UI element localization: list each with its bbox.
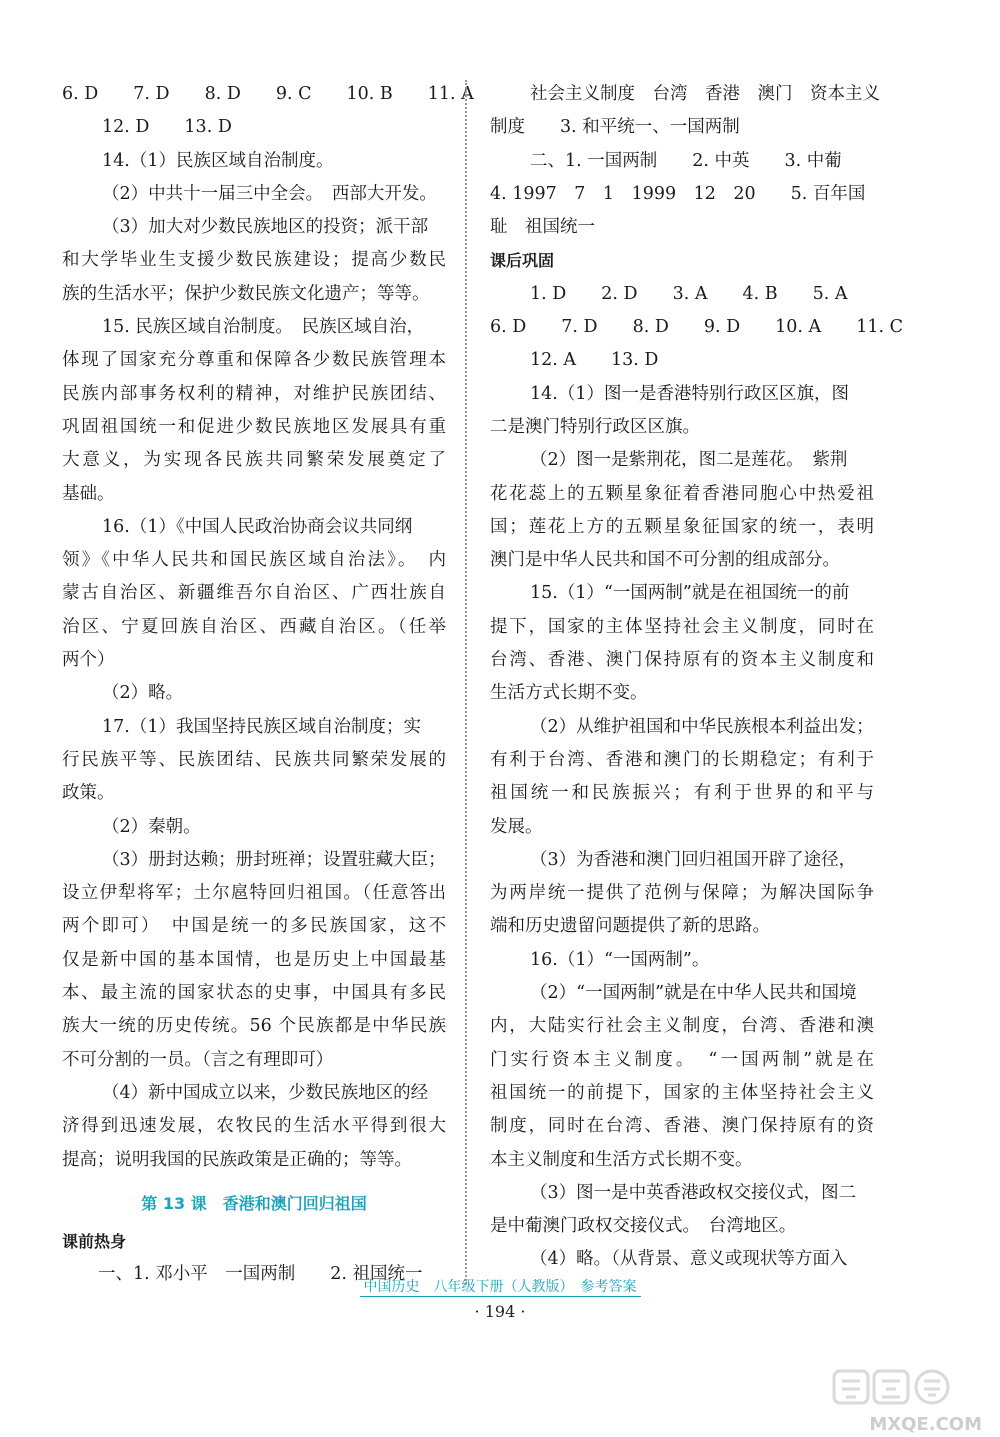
- answer-line: （4）新中国成立以来，少数民族地区的经: [102, 1082, 429, 1103]
- watermark-logo-mark: [832, 1367, 982, 1416]
- answer-line: 台湾、香港、澳门保持原有的资本主义制度和: [490, 650, 874, 671]
- answer-line: 祖国统一的前提下，国家的主体坚持社会主义: [490, 1082, 874, 1103]
- answer-line: 12. D 13. D: [102, 117, 232, 138]
- answer-line: 有利于台湾、香港和澳门的长期稳定；有利于: [490, 749, 874, 770]
- answer-line: （2）从维护祖国和中华民族根本利益出发；: [530, 716, 874, 737]
- column-divider: [465, 80, 467, 1285]
- footer-book-info-text: 中国历史 八年级下册（人教版） 参考答案: [360, 1279, 641, 1297]
- page-number: · 194 ·: [474, 1302, 526, 1321]
- answer-line: 基础。: [62, 483, 115, 504]
- answer-line: 大意义，为实现各民族共同繁荣发展奠定了: [62, 450, 446, 471]
- answer-line: （2）图一是紫荆花，图二是莲花。 紫荆: [530, 450, 848, 471]
- right-column: [490, 78, 903, 1277]
- answer-line: 体现了国家充分尊重和保障各少数民族管理本: [62, 350, 446, 371]
- answer-line: 16.（1）《中国人民政治协商会议共同纲: [102, 516, 413, 537]
- answer-line: （2）“一国两制”就是在中华人民共和国境: [530, 983, 857, 1004]
- left-column: [62, 78, 474, 1291]
- section-heading: 课前热身: [62, 1231, 127, 1251]
- answer-line: 民族内部事务权利的精神，对维护民族团结、: [62, 383, 446, 404]
- answer-line: 行民族平等、民族团结、民族共同繁荣发展的: [62, 749, 446, 770]
- answer-line: 政策。: [62, 783, 115, 804]
- answer-line: 不可分割的一员。（言之有理即可）: [62, 1049, 334, 1070]
- answer-line: 17.（1）我国坚持民族区域自治制度；实: [102, 716, 421, 737]
- answer-line: 和大学毕业生支援少数民族建设；提高少数民: [62, 250, 446, 271]
- answer-line: 16.（1）“一国两制”。: [530, 949, 710, 970]
- answer-line: 济得到迅速发展，农牧民的生活水平得到很大: [62, 1116, 446, 1137]
- answer-line: 治区、宁夏回族自治区、西藏自治区。（任举: [62, 616, 446, 637]
- answer-line: 14.（1）民族区域自治制度。: [102, 150, 334, 171]
- answer-line: 蒙古自治区、新疆维吾尔自治区、广西壮族自: [62, 583, 446, 604]
- footer-book-info: [0, 1276, 1000, 1296]
- answer-line: 两个即可） 中国是统一的多民族国家，这不: [62, 916, 446, 937]
- answer-line: 4. 1997 7 1 1999 12 20 5. 百年国: [490, 183, 866, 204]
- answer-line: 内，大陆实行社会主义制度，台湾、香港和澳: [490, 1016, 874, 1037]
- lesson-title: 第 13 课 香港和澳门回归祖国: [141, 1193, 367, 1213]
- answer-line: 澳门是中华人民共和国不可分割的组成部分。: [490, 550, 840, 571]
- answer-line: 仅是新中国的基本国情，也是历史上中国最基: [62, 949, 446, 970]
- answer-line: （3）为香港和澳门回归祖国开辟了途径，: [530, 849, 857, 870]
- answer-line: 两个）: [62, 650, 115, 671]
- answer-line: 制度，同时在台湾、香港、澳门保持原有的资: [490, 1116, 874, 1137]
- answer-line: 领》《中华人民共和国民族区域自治法》。 内: [62, 550, 446, 571]
- answer-line: （2）中共十一届三中全会。 西部大开发。: [102, 183, 437, 204]
- answer-line: 族大一统的历史传统。56 个民族都是中华民族: [62, 1016, 446, 1037]
- answer-line: 二、1. 一国两制 2. 中英 3. 中葡: [530, 150, 842, 171]
- answer-line: 制度 3. 和平统一、一国两制: [490, 117, 740, 138]
- watermark-url: MXQE.COM: [869, 1414, 982, 1435]
- answer-line: 生活方式长期不变。: [490, 683, 648, 704]
- answer-line: 1. D 2. D 3. A 4. B 5. A: [530, 283, 848, 304]
- answer-line: 提下，国家的主体坚持社会主义制度，同时在: [490, 616, 874, 637]
- answer-line: 本、最主流的国家状态的史事，中国具有多民: [62, 983, 446, 1004]
- answer-line: 社会主义制度 台湾 香港 澳门 资本主义: [530, 84, 880, 104]
- answer-line: （4）略。（从背景、意义或现状等方面入: [530, 1249, 848, 1270]
- answer-line: 巩固祖国统一和促进少数民族地区发展具有重: [62, 416, 446, 437]
- answer-line: （2）略。: [102, 683, 184, 704]
- answer-line: 一、1. 邓小平 一国两制 2. 祖国统一: [98, 1264, 423, 1285]
- answer-line: 族的生活水平；保护少数民族文化遗产；等等。: [62, 283, 430, 304]
- answer-line: 6. D 7. D 8. D 9. D 10. A 11. C: [490, 317, 903, 338]
- answer-line: 设立伊犁将军；土尔扈特回归祖国。（任意答出: [62, 883, 446, 904]
- answer-line: 祖国统一和民族振兴；有利于世界的和平与: [490, 783, 874, 804]
- section-heading: 课后巩固: [490, 251, 555, 271]
- answer-line: 发展。: [490, 816, 543, 837]
- answer-line: 是中葡澳门政权交接仪式。 台湾地区。: [490, 1216, 797, 1237]
- answer-line: 二是澳门特别行政区区旗。: [490, 416, 700, 437]
- watermark-logo: [832, 1367, 982, 1435]
- answer-line: 12. A 13. D: [530, 350, 659, 371]
- answer-line: 门实行资本主义制度。 “一国两制”就是在: [490, 1049, 874, 1070]
- answer-line: （2）秦朝。: [102, 816, 201, 837]
- answer-line: （3）加大对少数民族地区的投资；派干部: [102, 217, 429, 238]
- answer-line: 花花蕊上的五颗星象征着香港同胞心中热爱祖: [490, 483, 874, 504]
- answer-line: 14.（1）图一是香港特别行政区区旗，图: [530, 383, 849, 404]
- answer-line: 为两岸统一提供了范例与保障；为解决国际争: [490, 883, 874, 904]
- answer-line: 提高；说明我国的民族政策是正确的；等等。: [62, 1149, 412, 1170]
- answer-line: 本主义制度和生活方式长期不变。: [490, 1149, 753, 1170]
- answer-line: 15.（1）“一国两制”就是在祖国统一的前: [530, 583, 850, 604]
- answer-line: （3）图一是中英香港政权交接仪式，图二: [530, 1182, 857, 1203]
- answer-line: 15. 民族区域自治制度。 民族区域自治，: [102, 317, 425, 338]
- answer-line: （3）册封达赖；册封班禅；设置驻藏大臣；: [102, 849, 446, 870]
- answer-line: 耻 祖国统一: [490, 217, 595, 238]
- answer-line: 端和历史遗留问题提供了新的思路。: [490, 916, 770, 937]
- answer-line: 6. D 7. D 8. D 9. C 10. B 11. A: [62, 84, 474, 104]
- answer-line: 国；莲花上方的五颗星象征国家的统一，表明: [490, 516, 874, 537]
